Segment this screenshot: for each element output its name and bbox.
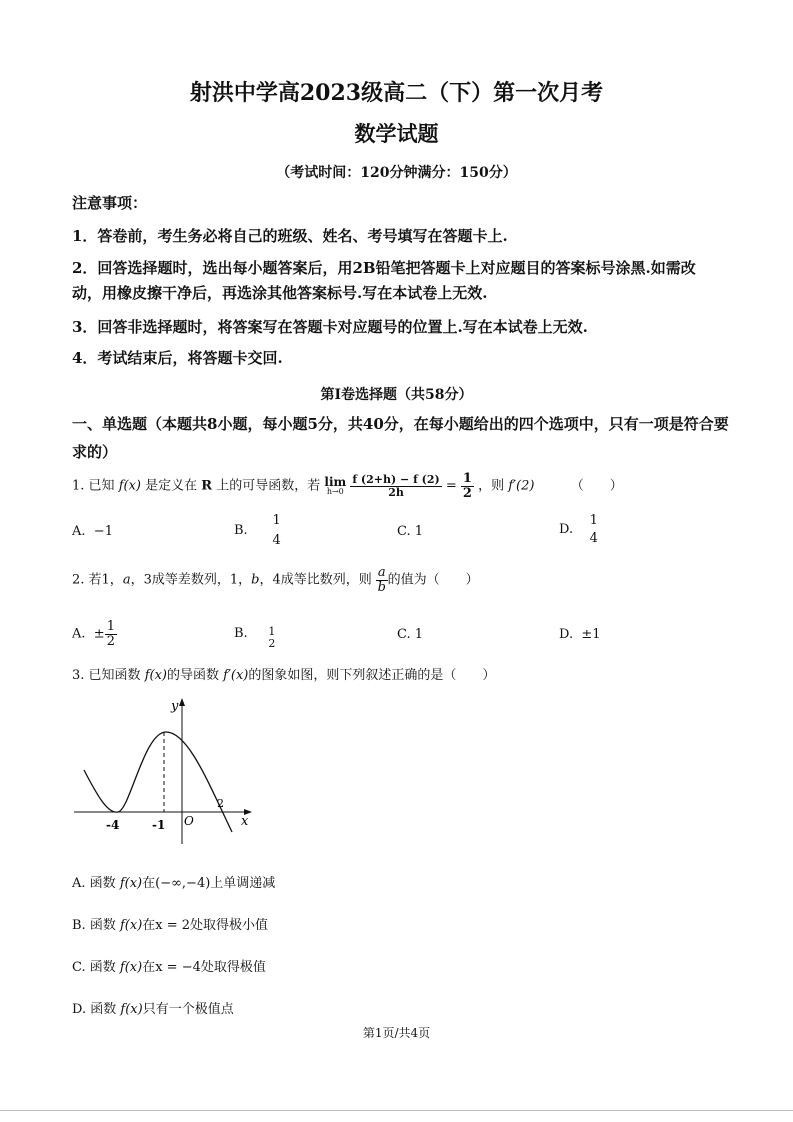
page-title: 射洪中学高2023级高二（下）第一次月考 bbox=[189, 80, 604, 106]
q3-mid: 的导函数 bbox=[166, 668, 219, 683]
q2-a: a bbox=[122, 572, 131, 588]
q1-option-a[interactable]: A. −1 bbox=[72, 524, 113, 539]
origin-label: O bbox=[184, 814, 194, 828]
q3-fpx: f′(x) bbox=[223, 668, 249, 683]
part-title: 第I卷选择题（共58分） bbox=[320, 387, 473, 403]
q1-option-c[interactable]: C. 1 bbox=[397, 524, 424, 539]
q1-fx: f(x) bbox=[118, 478, 141, 494]
q3-suffix: 的图象如图，则下列叙述正确的是（ ） bbox=[248, 668, 496, 683]
q1-mid3: ，则 bbox=[478, 478, 505, 494]
x-label: x bbox=[241, 814, 249, 829]
derivative-graph bbox=[70, 692, 260, 852]
q1-limit-fraction: $\frac{f (2+h) - f (2)}{2h}$ bbox=[352, 473, 440, 499]
q1-eq: = bbox=[445, 478, 457, 494]
q2-mid2: ，4成等比数列，则 bbox=[259, 572, 372, 588]
question-2 bbox=[72, 566, 479, 594]
q3-fx: f(x) bbox=[144, 668, 167, 683]
q2-option-c[interactable]: C. 1 bbox=[397, 627, 424, 642]
q2-option-b[interactable]: B. 1 2 bbox=[234, 625, 276, 650]
q3-option-a[interactable]: A. 函数 f(x)在(−∞,−4)上单调递减 bbox=[72, 876, 276, 891]
y-label: y bbox=[171, 699, 179, 714]
notice-title: 注意事项： bbox=[72, 194, 148, 212]
q1-lim: lim h→0 bbox=[324, 474, 347, 497]
section-heading: 一、单选题（本题共8小题，每小题5分，共40分，在每小题给出的四个选项中，只有一项是符合要求的） bbox=[72, 415, 729, 461]
notice-item-4: 4．考试结束后，将答题卡交回. bbox=[72, 349, 283, 367]
q2-prefix: 2. 若1， bbox=[72, 572, 123, 588]
notice-item-1: 1．答卷前，考生务必将自己的班级、姓名、考号填写在答题卡上. bbox=[72, 227, 508, 245]
tick-2: 2 bbox=[217, 797, 224, 810]
q3-option-b[interactable]: B. 函数 f(x)在x = 2处取得极小值 bbox=[72, 918, 269, 933]
q1-paren: （ ） bbox=[570, 478, 623, 494]
q1-R: R bbox=[201, 478, 213, 494]
question-1 bbox=[72, 472, 623, 500]
q3-option-d[interactable]: D. 函数 f(x)只有一个极值点 bbox=[72, 1002, 234, 1017]
bottom-divider bbox=[0, 1110, 793, 1111]
q2-fraction: $\frac{a}{b}$ bbox=[377, 565, 386, 595]
page-footer: 第1页/共4页 bbox=[362, 1026, 431, 1040]
q2-option-a[interactable]: A. ± $\frac{1}{2}$ bbox=[72, 619, 115, 649]
q1-option-d[interactable]: D. 1 4 bbox=[559, 513, 598, 546]
q3-prefix: 3. 已知函数 bbox=[72, 668, 141, 683]
q2-suffix: 的值为（ ） bbox=[387, 572, 479, 588]
y-axis-arrow bbox=[179, 698, 185, 706]
q2-b: b bbox=[251, 572, 260, 588]
page-subtitle: 数学试题 bbox=[354, 121, 439, 146]
notice-item-2: 2．回答选择题时，选出每小题答案后，用2B铅笔把答题卡上对应题目的答案标号涂黑.如需改动，用橡皮擦干净后，再选涂其他答案标号.写在本试卷上无效. bbox=[72, 259, 696, 302]
notice-item-3: 3．回答非选择题时，将答案写在答题卡对应题号的位置上.写在本试卷上无效. bbox=[72, 318, 588, 336]
q1-option-b[interactable]: B. 1 4 bbox=[234, 513, 281, 548]
derivative-curve bbox=[84, 732, 232, 832]
q1-prefix: 1. 已知 bbox=[72, 478, 115, 494]
q1-mid2: 上的可导函数，若 bbox=[216, 478, 321, 494]
q1-fprime: f′(2) bbox=[508, 478, 535, 494]
tick-minus-4: -4 bbox=[106, 818, 120, 832]
question-3 bbox=[72, 664, 495, 683]
q1-mid1: 是定义在 bbox=[145, 478, 198, 494]
q2-mid1: ，3成等差数列，1， bbox=[130, 572, 252, 588]
exam-info: （考试时间：120分钟满分：150分） bbox=[276, 165, 517, 181]
q1-half: $\frac{1}{2}$ bbox=[462, 471, 472, 501]
q2-option-d[interactable]: D. ±1 bbox=[559, 627, 601, 642]
tick-minus-1: -1 bbox=[152, 818, 166, 832]
q3-option-c[interactable]: C. 函数 f(x)在x = −4处取得极值 bbox=[72, 960, 266, 975]
